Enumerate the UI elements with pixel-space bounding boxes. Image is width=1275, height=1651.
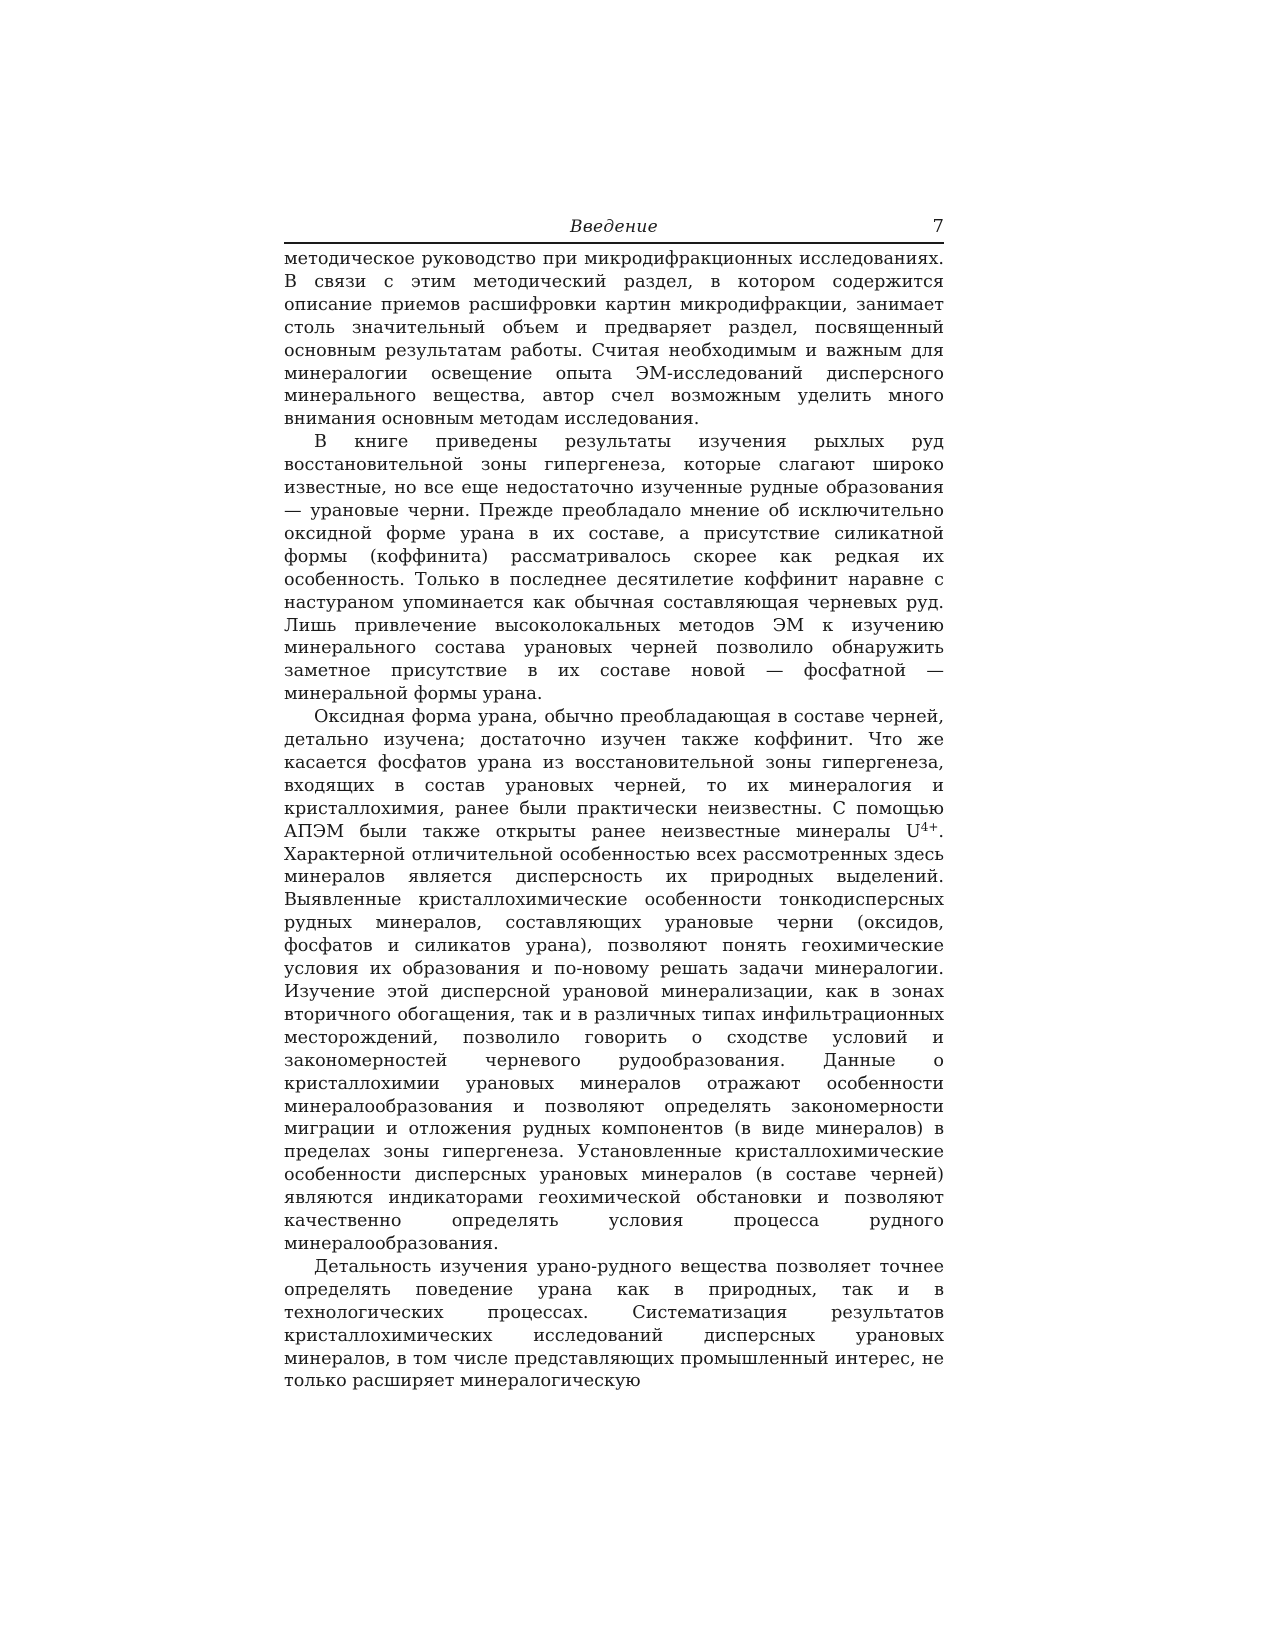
page-number: 7 — [932, 216, 944, 237]
book-page — [284, 214, 944, 1393]
paragraph-1: методическое руководство при микродифракционных исследованиях. В связи с этим методический раздел, в котором содержится описание приемов расшифровки картин микродифракции, занимает столь значительный объем и предваряет раздел, посвященный основным результатам работы. Считая необходимым и важным для минералогии освещение опыта ЭМ-исследований дисперсного минерального вещества, автор счел возможным уделить много внимания основным методам исследования. — [284, 249, 944, 430]
paragraph-3 — [284, 706, 944, 1256]
paragraph-4: Детальность изучения урано-рудного вещества позволяет точнее определять поведение урана как в природных, так и в технологических процессах. Систематизация результатов кристаллохимических исследований дисперсных урановых минералов, в том числе представляющих промышленный интерес, не только расширяет минералогическую — [284, 1256, 944, 1392]
running-title: Введение — [570, 217, 658, 237]
paragraph-3-part-1: Оксидная форма урана, обычно преобладающая в составе черней, детально изучена; достаточно изучен также коффинит. Что же касается фосфатов урана из восстановительной зоны гипергенеза, входящих в состав урановых черней, то их минералогия и кристаллохимия, ранее были практически неизвестны. С помощью АПЭМ были также открыты ранее неизвестные минералы U — [284, 707, 944, 842]
running-header — [284, 214, 944, 244]
paragraph-3-part-2: . Характерной отличительной особенностью всех рассмотренных здесь минералов является дисперсность их природных выделений. Выявленные кристаллохимические особенности тонкодисперсных рудных минералов, составляющих урановые черни (оксидов, фосфатов и силикатов урана), позволяют понять геохимические условия их образования и по-новому решать задачи минералогии. Изучение этой дисперсной урановой минерализации, как в зонах вторичного обогащения, так и в различных типах инфильтрационных месторождений, позволило говорить о сходстве условий и закономерностей черневого рудообразования. Данные о кристаллохимии урановых минералов отражают особенности минералообразования и позволяют определять закономерности миграции и отложения рудных компонентов (в виде минералов) в пределах зоны гипергенеза. Установленные кристаллохимические особенности дисперсных урановых минералов (в составе черней) являются индикаторами геохимической обстановки и позволяют качественно определять условия процесса рудного минералообразования. — [284, 821, 944, 1254]
ion-charge-superscript: 4+ — [920, 819, 939, 834]
body-text — [284, 248, 944, 1393]
paragraph-2: В книге приведены результаты изучения рыхлых руд восстановительной зоны гипергенеза, которые слагают широко известные, но все еще недостаточно изученные рудные образования — урановые черни. Прежде преобладало мнение об исключительно оксидной форме урана в их составе, а присутствие силикатной формы (коффинита) рассматривалось скорее как редкая их особенность. Только в последнее десятилетие коффинит наравне с настураном упоминается как обычная составляющая черневых руд. Лишь привлечение высоколокальных методов ЭМ к изучению минерального состава урановых черней позволило обнаружить заметное присутствие в их составе новой — фосфатной — минеральной формы урана. — [284, 432, 944, 705]
